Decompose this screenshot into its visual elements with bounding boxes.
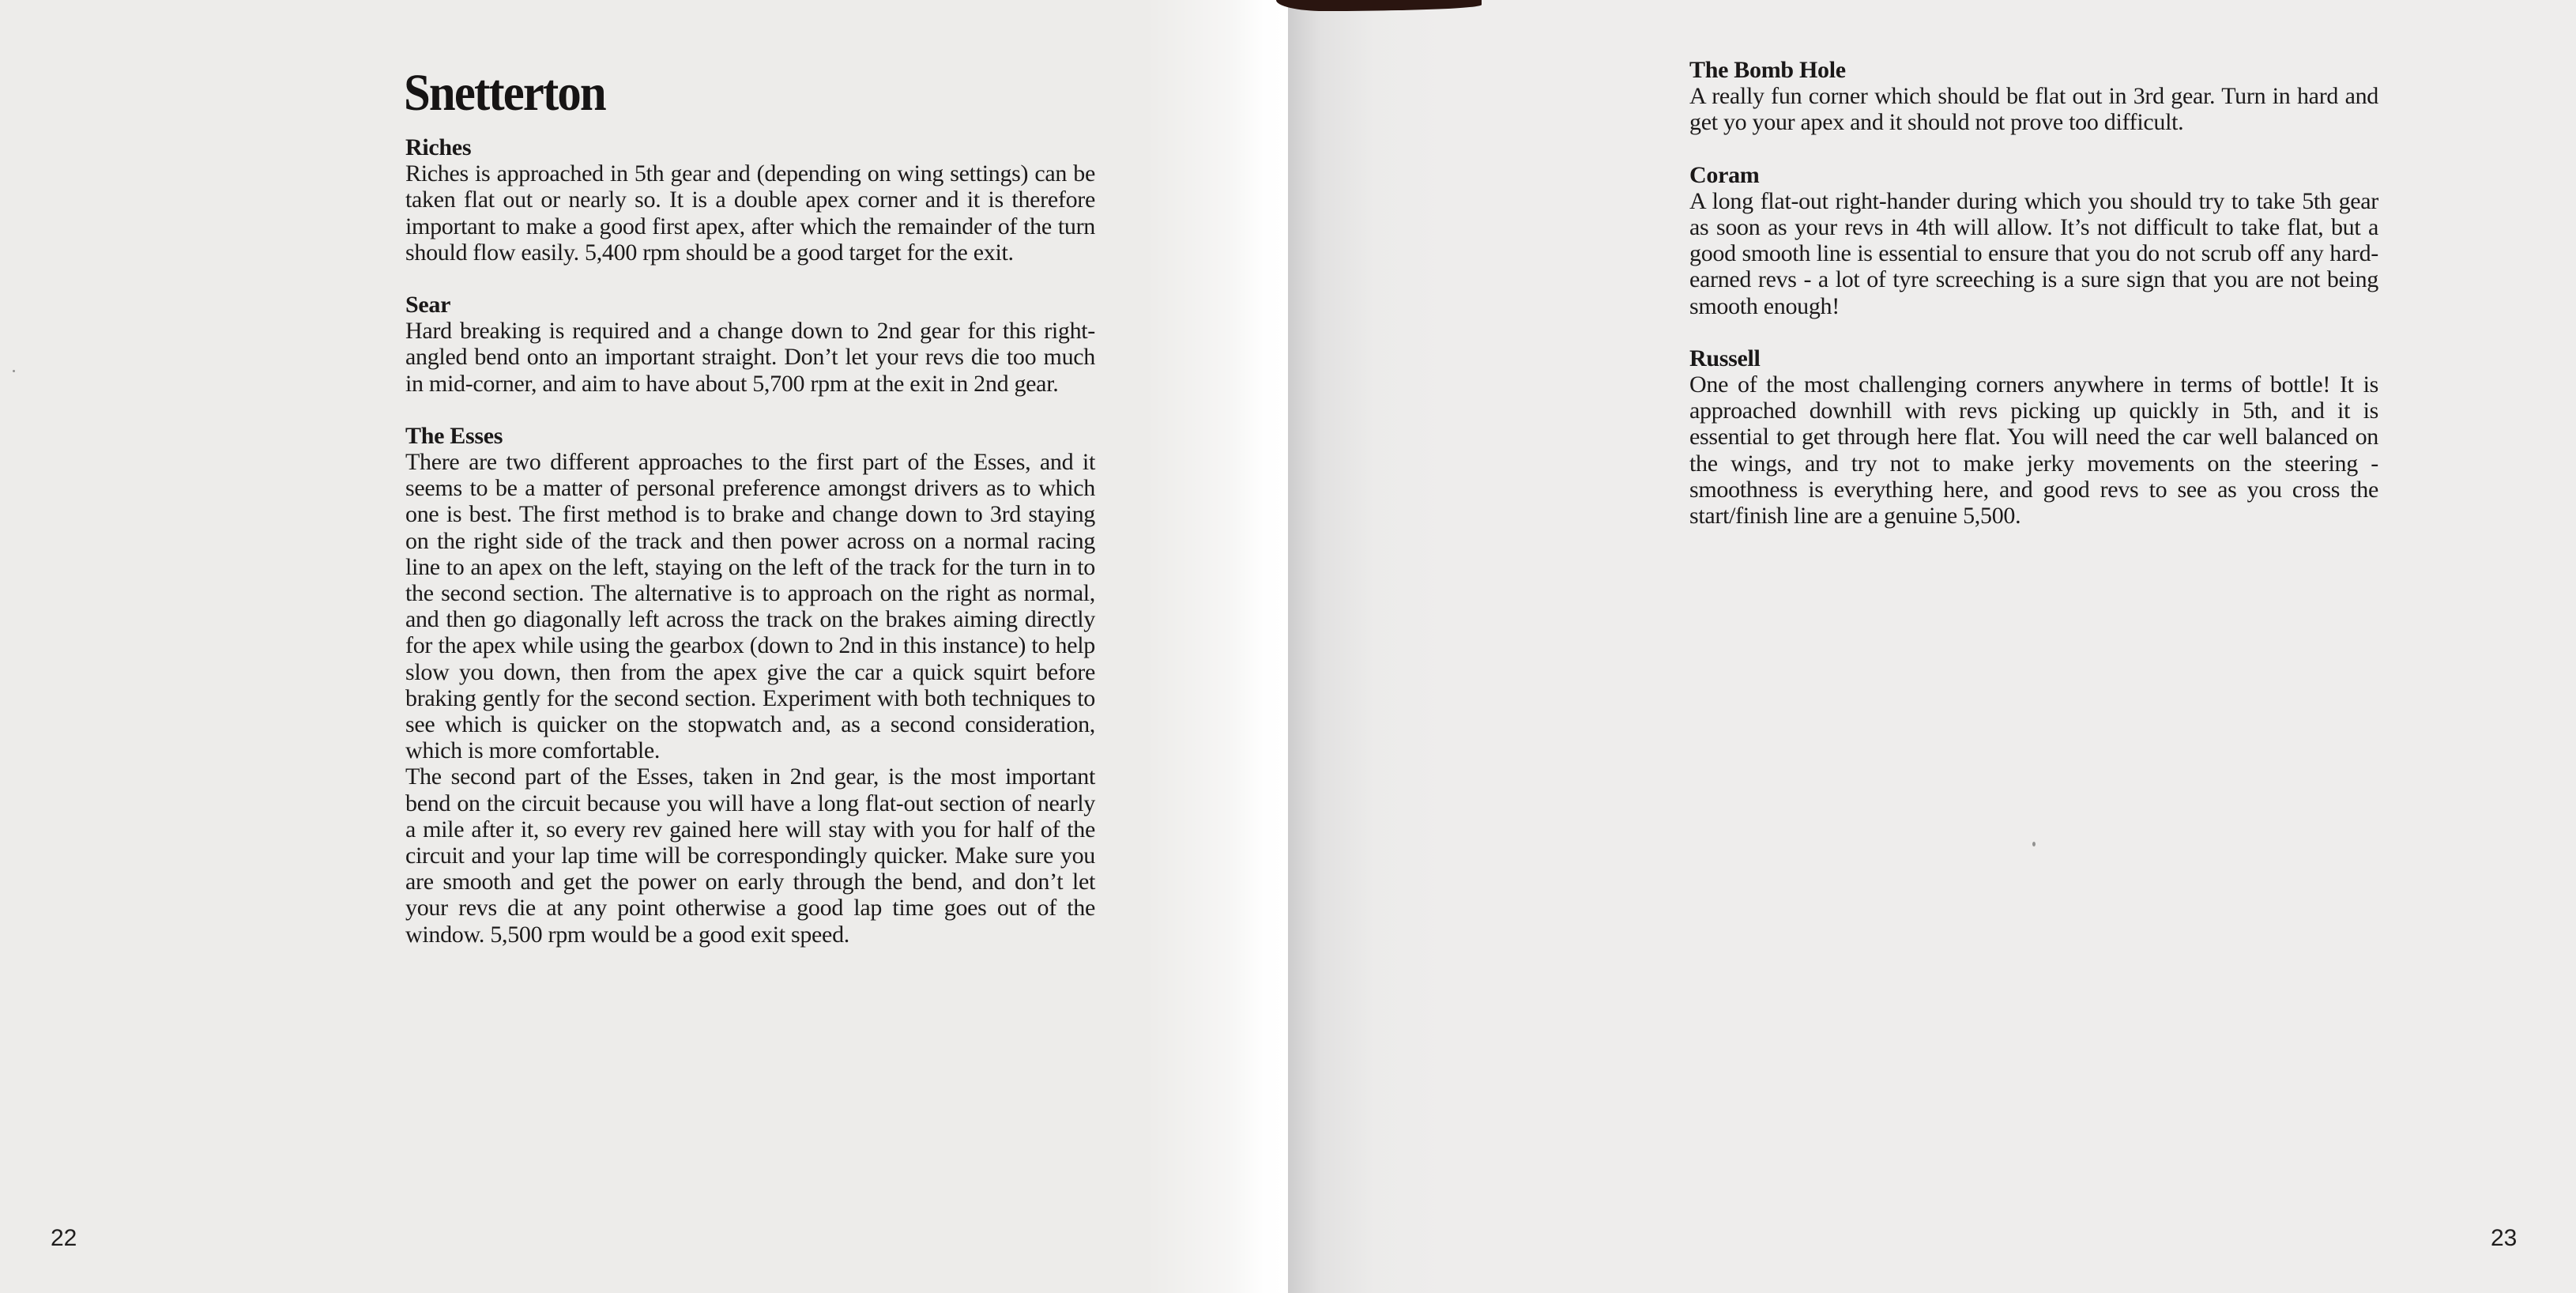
section-paragraph: Hard breaking is required and a change down to 2nd gear for this right-angled bend onto an important straight. Don’t let your revs die too much in mid-corner, and aim to have about 5,700 rpm at the exit in 2nd gear. xyxy=(405,318,1095,397)
section-heading: Riches xyxy=(405,134,472,160)
section-paragraph: One of the most challenging corners anywhere in terms of bottle! It is approached downhill with revs picking up quickly in 5th, and it is essential to get through here flat. You will need the car well balanced on the wings, and try not to make jerky movements on the steering - smoothness is everything here, and good revs to see as you cross the start/finish line are a genuine 5,500. xyxy=(1689,371,2378,530)
section-sear xyxy=(405,292,1095,397)
section-the-bomb-hole xyxy=(1689,57,2378,136)
section-paragraph: The second part of the Esses, taken in 2nd gear, is the most important bend on the circuit because you will have a long flat-out section of nearly a mile after it, so every rev gained here will stay with you for half of the circuit and your lap time will be correspondingly quicker. Make sure you are smooth and get the power on early through the bend, and don’t let your revs die at any point otherwise a good lap time goes out of the window. 5,500 rpm would be a good exit speed. xyxy=(405,763,1095,948)
section-paragraph: A really fun corner which should be flat out in 3rd gear. Turn in hard and get yo your apex and it should not prove too difficult. xyxy=(1689,83,2378,136)
paper-speck xyxy=(13,370,15,372)
section-russell xyxy=(1689,345,2378,529)
section-paragraph: Riches is approached in 5th gear and (depending on wing settings) can be taken flat out or nearly so. It is a double apex corner and it is therefore important to make a good first apex, after which the remainder of the turn should flow easily. 5,400 rpm should be a good target for the exit. xyxy=(405,160,1095,266)
right-text-column xyxy=(1689,57,2378,555)
page-number-left: 22 xyxy=(51,1225,77,1251)
section-the-esses xyxy=(405,423,1095,948)
section-coram xyxy=(1689,162,2378,319)
section-heading: The Bomb Hole xyxy=(1689,57,1846,83)
page-number-right: 23 xyxy=(2491,1225,2518,1251)
section-heading: The Esses xyxy=(405,422,503,449)
paper-speck xyxy=(2032,842,2036,846)
section-riches xyxy=(405,134,1095,266)
left-text-column xyxy=(405,134,1095,974)
section-heading: Coram xyxy=(1689,161,1760,188)
section-paragraph: There are two different approaches to the first part of the Esses, and it seems to be a matter of personal preference amongst drivers as to which one is best. The first method is to brake and change down to 3rd staying on the right side of the track and then power across on a normal racing line to an apex on the left, staying on the left of the track for the turn in to the second section. The alternative is to approach on the right as normal, and then go diagonally left across the track on the brakes aiming directly for the apex while using the gearbox (down to 2nd in this instance) to help slow you down, then from the apex give the car a quick squirt before braking gently for the second section. Experiment with both techniques to see which is quicker on the stopwatch and, as a second consideration, which is more comfortable. xyxy=(405,449,1095,764)
section-paragraph: A long flat-out right-hander during which you should try to take 5th gear as soon as your revs in 4th will allow. It’s not difficult to take flat, but a good smooth line is essential to ensure that you do not scrub off any hard-earned revs - a lot of tyre screeching is a sure sign that you are not being smooth enough! xyxy=(1689,187,2378,319)
section-heading: Sear xyxy=(405,292,451,319)
page-title: Snetterton xyxy=(404,64,605,122)
section-heading: Russell xyxy=(1689,345,1761,371)
